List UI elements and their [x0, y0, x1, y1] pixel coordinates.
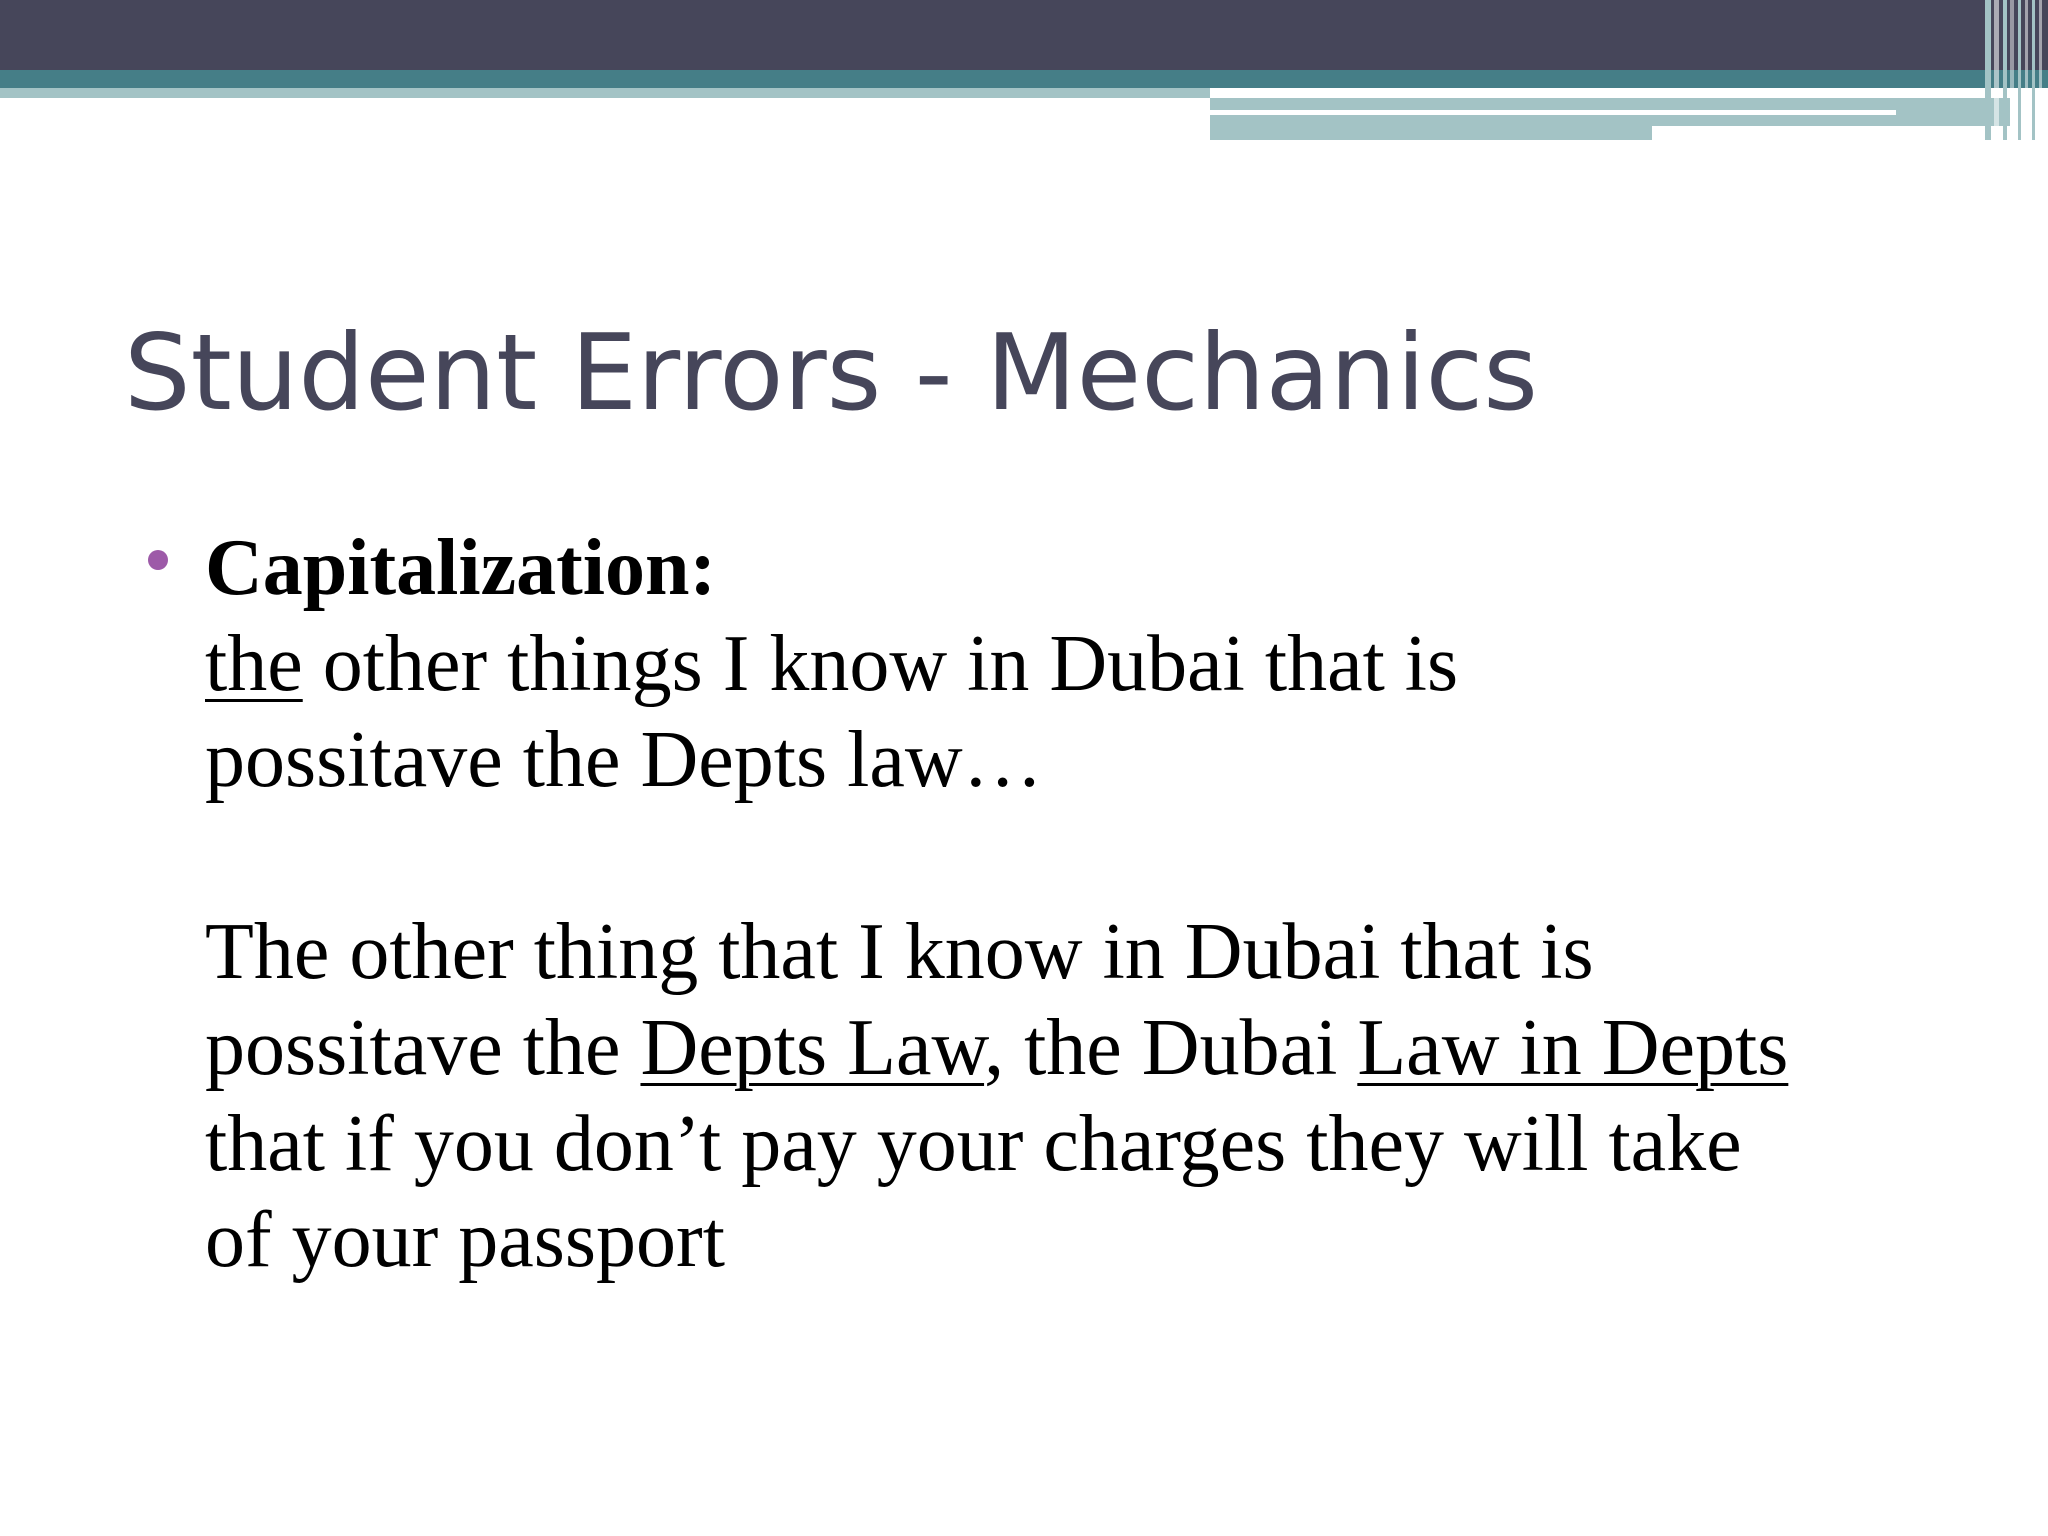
header-edge-stripe-7	[2032, 0, 2035, 140]
corrected-text-part: of your passport	[205, 1196, 725, 1284]
header-edge-stripe-5	[2018, 0, 2021, 140]
header-white-line-2	[1652, 126, 2032, 140]
bullet-item	[205, 520, 2005, 616]
header-dark-bar	[0, 0, 2048, 70]
corrected-text-part: that if you don’t pay your charges they will take	[205, 1100, 1742, 1188]
header-teal-bar	[0, 70, 2048, 88]
corrected-text-part: , the Dubai	[984, 1004, 1358, 1092]
header-edge-stripe-6	[2025, 0, 2028, 140]
header-white-line	[1210, 110, 1896, 115]
corrected-text-part: possitave the	[205, 1004, 641, 1092]
underlined-error-law-in-depts: Law in Depts	[1357, 1004, 1789, 1092]
header-edge-stripe-2	[1994, 0, 1999, 140]
slide-content	[205, 520, 2005, 1288]
underlined-error-depts-law: Depts Law	[640, 1004, 985, 1092]
underlined-error-the: the	[205, 620, 303, 708]
corrected-sentence	[205, 904, 2005, 1288]
header-edge-stripe-3	[2003, 0, 2007, 140]
bullet-heading: Capitalization:	[205, 524, 717, 612]
header-decoration	[0, 0, 2048, 150]
original-sentence	[205, 616, 2005, 808]
header-edge-stripe-8	[2039, 0, 2042, 140]
corrected-text-part: The other thing that I know in Dubai that is	[205, 908, 1594, 996]
bullet-dot-icon	[148, 550, 168, 570]
header-edge-stripe-4	[2010, 0, 2014, 140]
original-text-part: possitave the Depts law…	[205, 716, 1043, 804]
slide-title: Student Errors - Mechanics	[124, 312, 1538, 434]
header-light-strip	[0, 88, 1210, 98]
header-edge-stripe-1	[1985, 0, 1991, 140]
original-text-part: other things I know in Dubai that is	[302, 620, 1459, 708]
